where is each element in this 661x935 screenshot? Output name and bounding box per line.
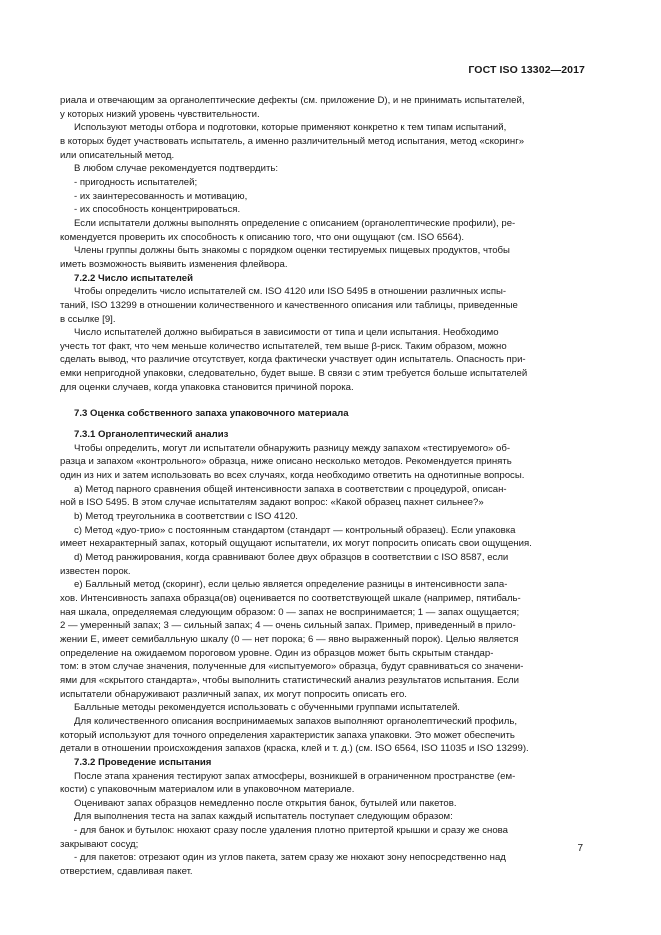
text-line: а) Метод парного сравнения общей интенсивности запаха в соответствии с процедурой, описан- — [74, 483, 507, 495]
text-line: хов. Интенсивность запаха образца(ов) оценивается по соответствующей шкале (например, пятибаль- — [60, 592, 521, 604]
text-line: - пригодность испытателей; — [74, 176, 198, 188]
text-line: таний, ISO 13299 в отношении количественного и качественного описания или таблицы, приведенные — [60, 299, 518, 311]
text-line: После этапа хранения тестируют запах атмосферы, возникшей в ограниченном пространстве (ем- — [74, 770, 516, 782]
text-line: учесть тот факт, что чем меньше количество испытателей, тем выше β-риск. Таким образом, можно — [60, 340, 507, 352]
text-line: имеет нехарактерный запах, который ощущают испытатели, их могут попросить описать свои ощущения. — [60, 538, 532, 550]
text-line: Чтобы определить число испытателей см. ISO 4120 или ISO 5495 в отношении различных испы- — [74, 286, 507, 298]
text-line: закрывают сосуд; — [60, 838, 139, 850]
text-line: Для количественного описания воспринимаемых запахов выполняют органолептический профиль, — [74, 715, 518, 727]
text-line: - их способность концентрироваться. — [74, 204, 241, 216]
text-line: емки непригодной упаковки, следовательно, будет выше. В связи с этим требуется больше испытателей — [60, 368, 528, 380]
text-line: сделать вывод, что различие отсутствует, когда фактически участвует один испытатель. Опасность при- — [60, 354, 526, 366]
text-line: - для пакетов: отрезают один из углов пакета, затем сразу же нюхают зону непосредственно над — [74, 852, 506, 864]
text-line: жении Е, имеет семибалльную шкалу (0 — нет порока; 6 — явно выраженный порок). Целью является — [60, 633, 519, 645]
text-line: комендуется проверить их способность к описанию того, что они ощущают (см. ISO 6564). — [60, 231, 465, 243]
text-line: иметь возможность выявить изменения флейвора. — [60, 258, 288, 270]
text-line: Если испытатели должны выполнять определение с описанием (органолептические профили), ре- — [74, 217, 516, 229]
text-line: в ссылке [9]. — [60, 313, 116, 325]
text-line: один из них и затем использовать во всех случаях, когда необходимо ответить на однотипные вопросы. — [60, 470, 525, 482]
text-line: в которых будет участвовать испытатель, а именно различительный метод испытания, метод «скоринг» — [60, 135, 525, 147]
text-line: ная шкала, определяемая следующим образом: 0 — запах не воспринимается; 1 — запах ощущается; — [60, 606, 520, 618]
text-line: риала и отвечающим за органолептические дефекты (см. приложение D), и не принимать испытателей, — [60, 95, 525, 106]
text-line: отверстием, сдавливая пакет. — [60, 866, 193, 878]
text-line: 2 — умеренный запах; 3 — сильный запах; 4 — очень сильный запах. Пример, приведенный в прило- — [60, 620, 516, 632]
text-line: d) Метод ранжирования, когда сравнивают более двух образцов в соответствии с ISO 8587, если — [74, 552, 509, 563]
text-line: кости) с упаковочным материалом или в упаковочном материале. — [60, 784, 355, 796]
text-line: ями для «скрытого стандарта», чтобы выполнить статистический анализ результатов испытания. Если — [60, 674, 519, 686]
text-line: b) Метод треугольника в соответствии с ISO 4120. — [74, 511, 298, 523]
text-line: Балльные методы рекомендуется использовать с обученными группами испытателей. — [74, 702, 460, 714]
text-line: разца и запахом «контрольного» образца, ниже описано несколько методов. Рекомендуется принять — [60, 456, 512, 468]
text-line: е) Балльный метод (скоринг), если целью является определение разницы в интенсивности запа- — [74, 579, 508, 591]
text-line: Используют методы отбора и подготовки, которые применяют конкретно к тем типам испытаний, — [74, 122, 507, 134]
text-line: с) Метод «дуо-трио» с постоянным стандартом (стандарт — контрольный образец). Если упаковка — [74, 524, 516, 536]
text-line: детали в отношении происхождения запахов (краска, клей и т. д.) (см. ISO 6564, ISO 11035 и ISO 13299). — [60, 743, 529, 755]
document-code: ГОСТ ISO 13302—2017 — [468, 64, 585, 76]
section-heading: 7.3.1 Органолептический анализ — [74, 429, 229, 441]
text-line: у которых низкий уровень чувствительности. — [60, 108, 260, 120]
text-line: определение на ожидаемом пороговом уровне. Один из образцов может быть скрытым стандар- — [60, 647, 494, 659]
page-number: 7 — [577, 843, 583, 854]
text-line: для оценки случаев, когда упаковка становится причиной порока. — [60, 381, 354, 393]
text-line: В любом случае рекомендуется подтвердить: — [74, 163, 279, 175]
text-line: который используют для точного определения характеристик запаха упаковки. Это может обеспечить — [60, 729, 515, 741]
text-line: ной в ISO 5495. В этом случае испытателям задают вопрос: «Какой образец пахнет сильнее?» — [60, 497, 484, 509]
text-line: том: в этом случае значения, полученные для «испытуемого» образца, будут сравниваться со значени- — [60, 661, 524, 673]
text-line: - их заинтересованность и мотивацию, — [74, 190, 248, 202]
text-line: Число испытателей должно выбираться в зависимости от типа и цели испытания. Необходимо — [74, 327, 499, 339]
section-heading: 7.3.2 Проведение испытания — [74, 756, 212, 768]
text-line: или описательный метод. — [60, 149, 175, 161]
text-line: испытатели обнаруживают различный запах, их могут попросить описать его. — [60, 688, 407, 700]
document-body — [60, 94, 591, 879]
section-heading: 7.3 Оценка собственного запаха упаковочного материала — [74, 408, 349, 420]
section-heading: 7.2.2 Число испытателей — [74, 272, 193, 284]
text-line: известен порок. — [60, 565, 131, 577]
text-line: - для банок и бутылок: нюхают сразу после удаления плотно притертой крышки и сразу же снова — [74, 825, 509, 837]
text-line: Чтобы определить, могут ли испытатели обнаружить разницу между запахом «тестируемого» об- — [74, 442, 511, 454]
text-line: Оценивают запах образцов немедленно после открытия банок, бутылей или пакетов. — [74, 797, 457, 809]
text-line: Для выполнения теста на запах каждый испытатель поступает следующим образом: — [74, 811, 453, 823]
text-line: Члены группы должны быть знакомы с порядком оценки тестируемых пищевых продуктов, чтобы — [74, 245, 510, 257]
